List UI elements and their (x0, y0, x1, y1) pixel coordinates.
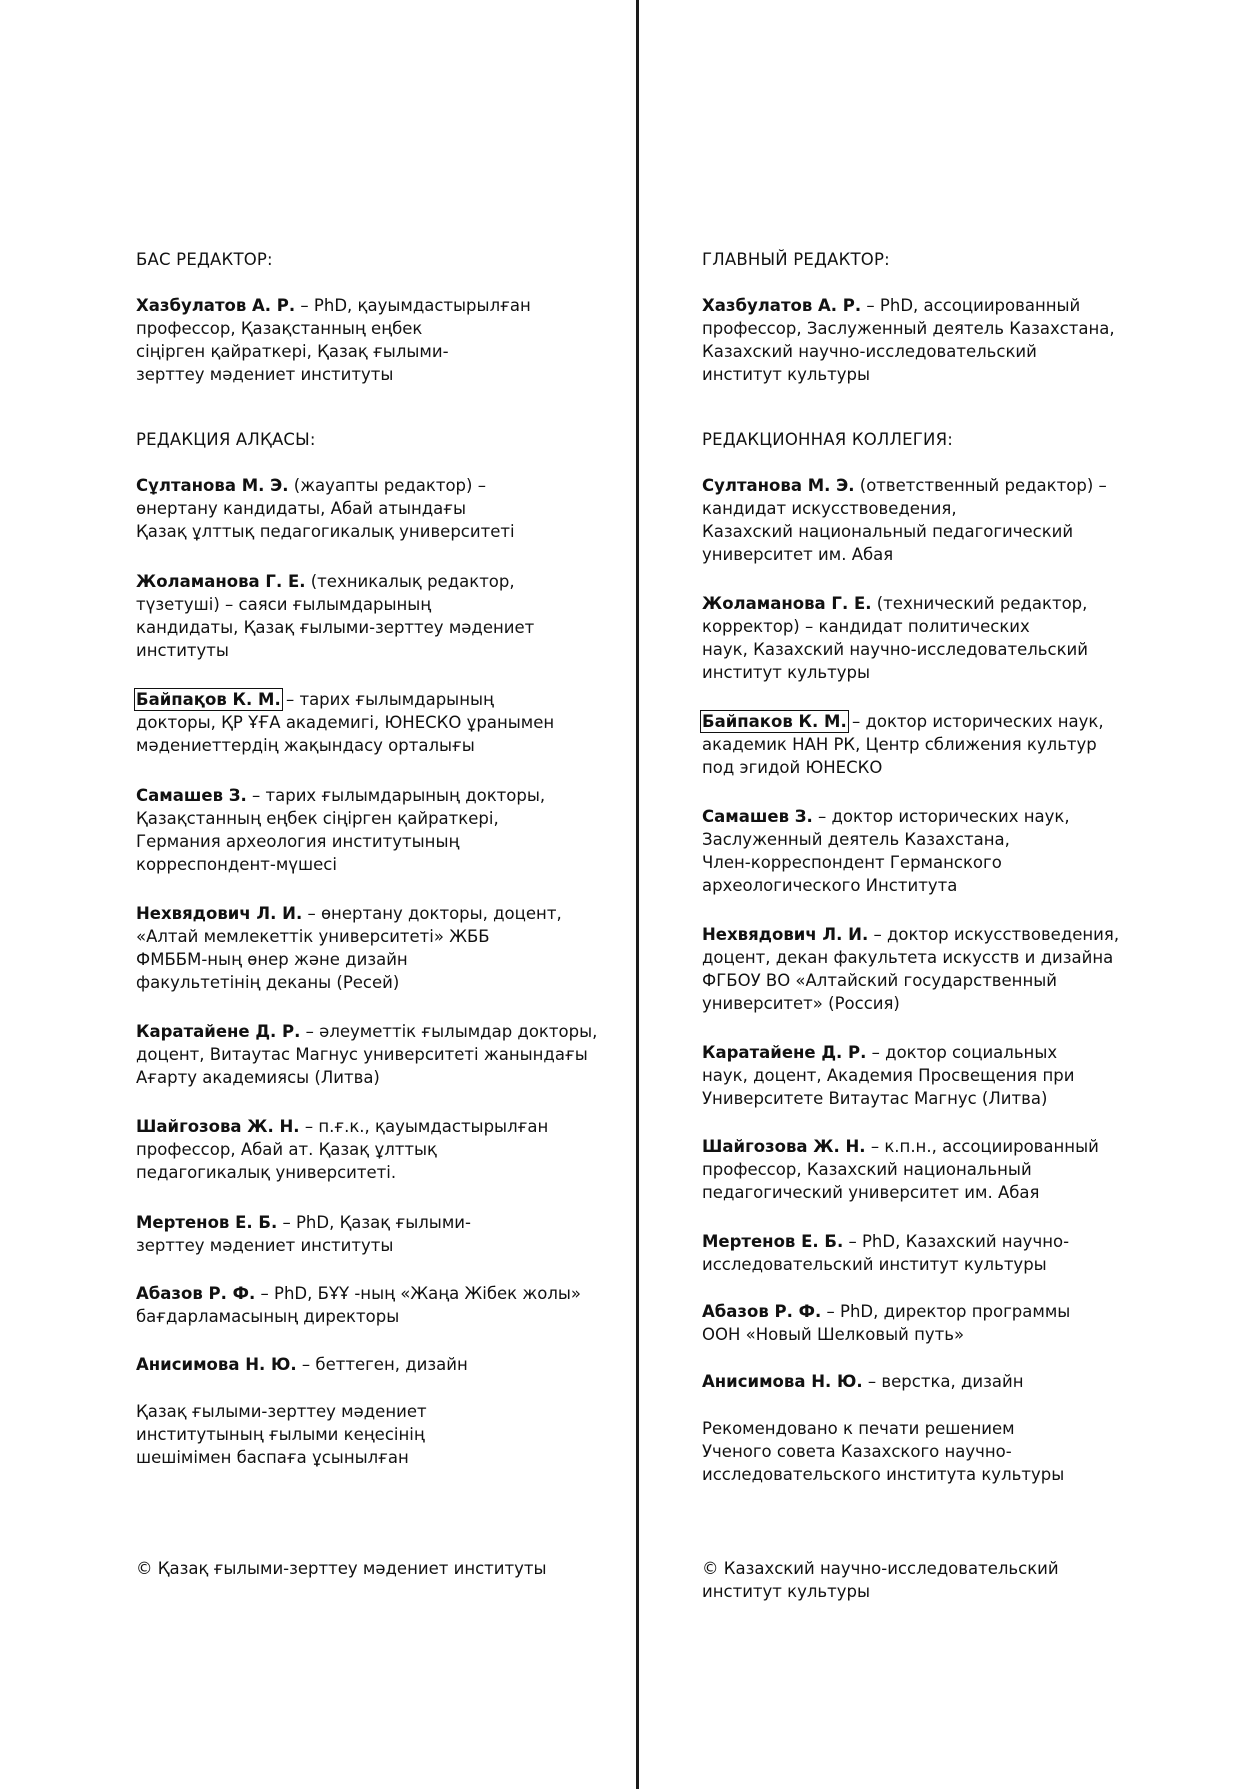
board-member: Сұлтанова М. Э. (жауапты редактор) – өнертану кандидаты, Абай атындағы Қазақ ұлттық педагогикалық университеті (136, 476, 515, 541)
board-member: Нехвядович Л. И. – доктор искусствоведения, доцент, декан факультета искусств и дизайна ФГБОУ ВО «Алтайский государственный университет» (Россия) (702, 925, 1120, 1013)
board-member: Байпаков К. М. – доктор исторических наук, академик НАН РК, Центр сближения культур под эгидой ЮНЕСКО (702, 712, 1104, 777)
person-name: Самашев З. (136, 786, 247, 805)
person-name: Нехвядович Л. И. (136, 904, 303, 923)
person-name: Каратайене Д. Р. (702, 1043, 867, 1062)
publication-recommendation: Рекомендовано к печати решением Ученого совета Казахского научно- исследовательского института культуры (702, 1419, 1065, 1484)
person-name-highlighted: Байпаков К. М. (702, 712, 847, 731)
person-name: Жоламанова Г. Е. (136, 572, 306, 591)
person-name: Хазбулатов А. Р. (702, 296, 862, 315)
board-member: Султанова М. Э. (ответственный редактор) – кандидат искусствоведения, Казахский национальный педагогический университет им. Абая (702, 476, 1107, 564)
board-member: Мертенов Е. Б. – PhD, Казахский научно- исследовательский институт культуры (702, 1232, 1070, 1274)
chief-editor-heading: ГЛАВНЫЙ РЕДАКТОР: (702, 250, 890, 269)
board-member: Мертенов Е. Б. – PhD, Қазақ ғылыми- зерттеу мәдениет институты (136, 1213, 471, 1255)
person-name: Каратайене Д. Р. (136, 1022, 301, 1041)
person-name: Абазов Р. Ф. (136, 1284, 256, 1303)
chief-editor-entry (136, 294, 531, 386)
editorial-board-heading: РЕДАКЦИЯ АЛҚАСЫ: (136, 430, 316, 449)
entry-line: профессор, Қазақстанның еңбек (136, 319, 423, 338)
person-name: Нехвядович Л. И. (702, 925, 869, 944)
board-member: Нехвядович Л. И. – өнертану докторы, доцент, «Алтай мемлекеттік университеті» ЖББ ФМББМ-ның өнер және дизайн факультетінің деканы (Ресей) (136, 904, 562, 992)
person-name: Сұлтанова М. Э. (136, 476, 289, 495)
column-divider (636, 0, 639, 1789)
person-name: Анисимова Н. Ю. (136, 1355, 297, 1374)
person-name: Мертенов Е. Б. (136, 1213, 278, 1232)
chief-editor-heading: БАС РЕДАКТОР: (136, 250, 273, 269)
entry-line: сіңірген қайраткері, Қазақ ғылыми- (136, 342, 449, 361)
person-name: Мертенов Е. Б. (702, 1232, 844, 1251)
person-name: Султанова М. Э. (702, 476, 855, 495)
board-member: Каратайене Д. Р. – доктор социальных наук, доцент, Академия Просвещения при Университете Витаутас Магнус (Литва) (702, 1043, 1075, 1108)
board-member: Шайгозова Ж. Н. – к.п.н., ассоциированный профессор, Казахский национальный педагогический университет им. Абая (702, 1137, 1099, 1202)
person-name: Шайгозова Ж. Н. (702, 1137, 866, 1156)
copyright-notice: © Казахский научно-исследовательский институт культуры (702, 1559, 1059, 1601)
entry-line: Хазбулатов А. Р. – PhD, қауымдастырылған (136, 296, 531, 315)
board-member: Абазов Р. Ф. – PhD, директор программы ООН «Новый Шелковый путь» (702, 1302, 1071, 1344)
board-member: Байпақов К. М. – тарих ғылымдарының докторы, ҚР ҰҒА академигі, ЮНЕСКО ұранымен мәдениеттердің жақындасу орталығы (136, 690, 555, 755)
board-member: Анисимова Н. Ю. – беттеген, дизайн (136, 1355, 468, 1374)
chief-editor-entry: Хазбулатов А. Р. – PhD, ассоциированный профессор, Заслуженный деятель Казахстана, Казахский научно-исследовательский институт культуры (702, 296, 1115, 384)
person-name: Хазбулатов А. Р. (136, 296, 296, 315)
person-name: Шайгозова Ж. Н. (136, 1117, 300, 1136)
board-member: Жоламанова Г. Е. (техникалық редактор, түзетуші) – саяси ғылымдарының кандидаты, Қазақ ғылыми-зерттеу мәдениет институты (136, 572, 535, 660)
copyright-notice: © Қазақ ғылыми-зерттеу мәдениет институты (136, 1559, 547, 1578)
board-member: Самашев З. – доктор исторических наук, Заслуженный деятель Казахстана, Член-корреспондент Германского археологического Института (702, 807, 1070, 895)
board-member: Абазов Р. Ф. – PhD, БҰҰ -ның «Жаңа Жібек жолы» бағдарламасының директоры (136, 1284, 582, 1326)
board-member: Самашев З. – тарих ғылымдарының докторы, Қазақстанның еңбек сіңірген қайраткері, Германия археология институтының корреспондент-мүшесі (136, 786, 546, 874)
board-member: Жоламанова Г. Е. (технический редактор, корректор) – кандидат политических наук, Казахский научно-исследовательский институт культуры (702, 594, 1088, 682)
board-member: Каратайене Д. Р. – әлеуметтік ғылымдар докторы, доцент, Витаутас Магнус университеті жанындағы Ағарту академиясы (Литва) (136, 1022, 598, 1087)
person-name: Самашев З. (702, 807, 813, 826)
publication-recommendation: Қазақ ғылыми-зерттеу мәдениет институтының ғылыми кеңесінің шешімімен баспаға ұсынылған (136, 1402, 427, 1467)
editorial-board-heading: РЕДАКЦИОННАЯ КОЛЛЕГИЯ: (702, 430, 953, 449)
person-name: Абазов Р. Ф. (702, 1302, 822, 1321)
person-name-highlighted: Байпақов К. М. (136, 690, 281, 709)
person-name: Жоламанова Г. Е. (702, 594, 872, 613)
person-name: Анисимова Н. Ю. (702, 1372, 863, 1391)
board-member: Анисимова Н. Ю. – верстка, дизайн (702, 1372, 1024, 1391)
entry-line: зерттеу мәдениет институты (136, 365, 394, 384)
board-member: Шайгозова Ж. Н. – п.ғ.к., қауымдастырылған профессор, Абай ат. Қазақ ұлттық педагогикалық университеті. (136, 1117, 549, 1182)
